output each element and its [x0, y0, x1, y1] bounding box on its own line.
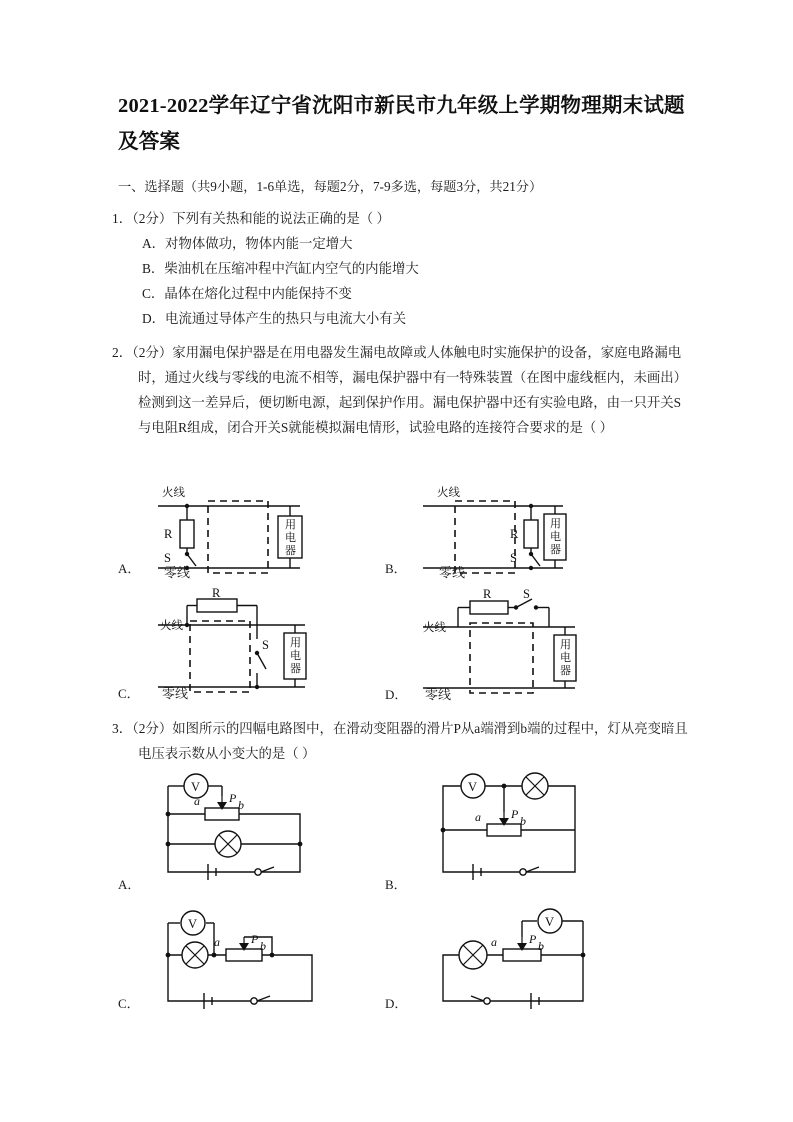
question-2-stem: 2．（2分）家用漏电保护器是在用电器发生漏电故障或人体触电时实施保护的设备，家庭电路漏电时，通过火线与零线的电流不相等，漏电保护器中有一特殊装置（在图中虚线框内，未画出）检测到这一差异后，便切断电源，起到保护作用。漏电保护器中还有实验电路，由一只开关S与电阻R组成，闭合开关S就能模拟漏电情形，试验电路的连接符合要求的是（ ） [112, 345, 688, 435]
section-heading: 一、选择题（共9小题，1-6单选，每题2分，7-9多选，每题3分，共21分） [118, 179, 543, 194]
resistor-label-c: R [212, 586, 221, 600]
switch-label-d: S [523, 587, 530, 601]
question-2-choice-c: C． [118, 686, 140, 701]
question-2-figure-b [415, 484, 585, 580]
live-wire-label-c: 火线 [160, 618, 183, 632]
live-wire-label-b: 火线 [437, 485, 460, 499]
question-2-figure-c [150, 586, 325, 701]
question-2-choice-d: D． [385, 687, 408, 702]
neutral-wire-label-c: 零线 [162, 686, 189, 701]
appliance-label-b2: 电 [550, 530, 561, 543]
question-1-option-d: D．电流通过导体产生的热只与电流大小有关 [142, 311, 407, 326]
neutral-wire-label-a: 零线 [164, 565, 191, 580]
voltmeter-label-d: V [545, 915, 555, 929]
voltmeter-label-a: V [191, 780, 201, 794]
live-wire-label-d: 火线 [423, 620, 446, 634]
question-1-option-c: C．晶体在熔化过程中内能保持不变 [142, 286, 352, 301]
neutral-wire-label-b: 零线 [439, 565, 466, 580]
question-1 [112, 206, 692, 331]
question-2-choice-a: A． [118, 561, 141, 576]
question-3-figure-c [150, 905, 340, 1015]
switch-label-b: S [510, 551, 517, 565]
appliance-label-b: 用 [550, 517, 561, 530]
rheostat-a-label: a [194, 794, 200, 808]
question-1-option-b: B．柴油机在压缩冲程中汽缸内空气的内能增大 [142, 261, 419, 276]
question-3-choice-d: D． [385, 996, 408, 1011]
rheostat-d-b-label: b [538, 939, 544, 953]
page-title: 2021-2022学年辽宁省沈阳市新民市九年级上学期物理期末试题及答案 [118, 95, 685, 153]
rheostat-b-label: b [238, 798, 244, 812]
resistor-label-d: R [483, 587, 492, 601]
appliance-label-a3: 器 [285, 544, 296, 557]
appliance-label-c: 用 [290, 636, 301, 649]
question-3-choice-c: C． [118, 996, 140, 1011]
appliance-label-d: 用 [560, 638, 571, 651]
question-3-choice-b: B． [385, 877, 407, 892]
question-3-figure-a [150, 772, 330, 888]
appliance-label-a: 用 [285, 518, 296, 531]
rheostat-b-b-label: b [520, 814, 526, 828]
voltmeter-label-b: V [468, 780, 478, 794]
question-1-option-a: A．对物体做功，物体内能一定增大 [142, 236, 353, 251]
rheostat-p-label: P [229, 791, 237, 805]
switch-label-a: S [164, 551, 171, 565]
appliance-label-b3: 器 [550, 543, 561, 556]
voltmeter-label-c: V [188, 917, 198, 931]
rheostat-c-b-label: b [260, 939, 266, 953]
switch-label-c: S [262, 638, 269, 652]
neutral-wire-label-d: 零线 [425, 687, 452, 702]
question-3-stem: 3．（2分）如图所示的四幅电路图中，在滑动变阻器的滑片P从a端滑到b端的过程中，灯从亮变暗且电压表示数从小变大的是（ ） [112, 721, 688, 761]
question-3 [112, 716, 692, 766]
question-3-figure-d [425, 905, 615, 1015]
appliance-label-d3: 器 [560, 664, 571, 677]
resistor-label-a: R [164, 527, 173, 541]
appliance-label-a2: 电 [285, 531, 296, 544]
rheostat-c-p-label: P [251, 932, 259, 946]
question-3-figure-b [425, 772, 605, 888]
question-3-choice-a: A． [118, 877, 141, 892]
question-1-stem: 1．（2分）下列有关热和能的说法正确的是（ ） [112, 211, 390, 226]
rheostat-b-a-label: a [475, 810, 481, 824]
live-wire-label-a: 火线 [162, 485, 185, 499]
rheostat-d-a-label: a [491, 935, 497, 949]
question-2 [112, 340, 692, 440]
resistor-label-b: R [510, 527, 519, 541]
rheostat-b-p-label: P [511, 807, 519, 821]
appliance-label-c3: 器 [290, 662, 301, 675]
rheostat-c-a-label: a [214, 935, 220, 949]
rheostat-d-p-label: P [529, 932, 537, 946]
appliance-label-c2: 电 [290, 649, 301, 662]
question-2-figure-d [415, 587, 595, 702]
appliance-label-d2: 电 [560, 651, 571, 664]
question-2-choice-b: B． [385, 561, 407, 576]
question-2-figure-a [150, 484, 320, 580]
